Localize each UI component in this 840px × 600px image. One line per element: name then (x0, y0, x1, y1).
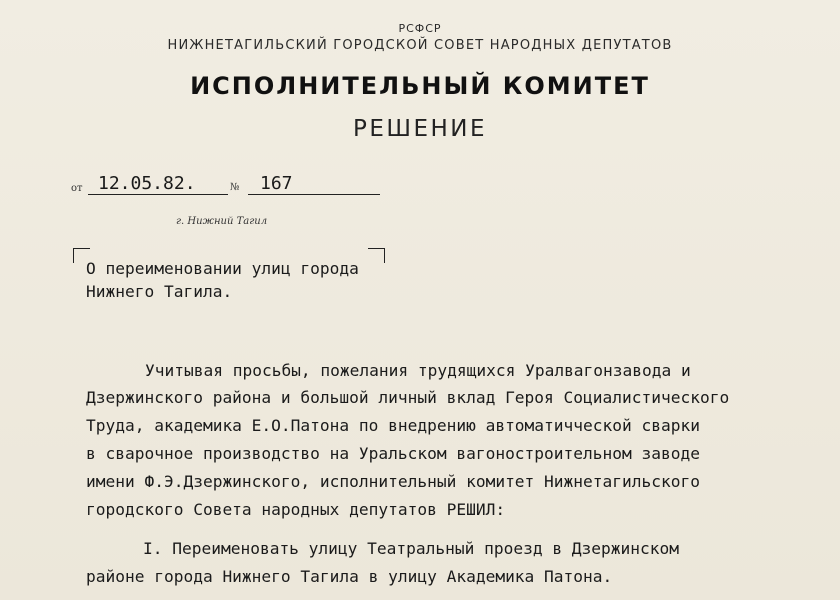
preamble-line: имени Ф.Э.Дзержинского, исполнительный комитет Нижнетагильского (86, 472, 700, 491)
number-prefix: № (230, 182, 240, 193)
republic-name: РСФСР (398, 22, 442, 35)
preamble-line: в сварочное производство на Уральском вагоностроительном заводе (86, 444, 700, 463)
preamble-line: Труда, академика Е.О.Патона по внедрению автоматичческой сварки (86, 416, 700, 435)
decision-number: 167 (248, 173, 380, 195)
subject-line: О переименовании улиц города (86, 259, 359, 278)
document-type-title: РЕШЕНИЕ (352, 116, 488, 142)
decision-date: 12.05.82. (88, 173, 228, 195)
city-name: г. Нижний Тагил (176, 216, 268, 227)
date-prefix: от (71, 183, 83, 194)
preamble-line: городского Совета народных депутатов РЕШИЛ: (86, 500, 506, 519)
council-name: НИЖНЕТАГИЛЬСКИЙ ГОРОДСКОЙ СОВЕТ НАРОДНЫХ ДЕПУТАТОВ (167, 38, 673, 53)
committee-title: ИСПОЛНИТЕЛЬНЫЙ КОМИТЕТ (190, 72, 650, 100)
decision-item-line: районе города Нижнего Тагила в улицу Академика Патона. (86, 567, 613, 586)
subject-line: Нижнего Тагила. (86, 282, 233, 301)
preamble-line: Учитывая просьбы, пожелания трудящихся Уралвагонзавода и (145, 361, 691, 380)
preamble-line: Дзержинского района и большой личный вклад Героя Социалистического (86, 388, 730, 407)
subject-bracket-right (368, 248, 385, 263)
decision-item-line: I. Переименовать улицу Театральный проезд в Дзержинском (143, 539, 680, 558)
